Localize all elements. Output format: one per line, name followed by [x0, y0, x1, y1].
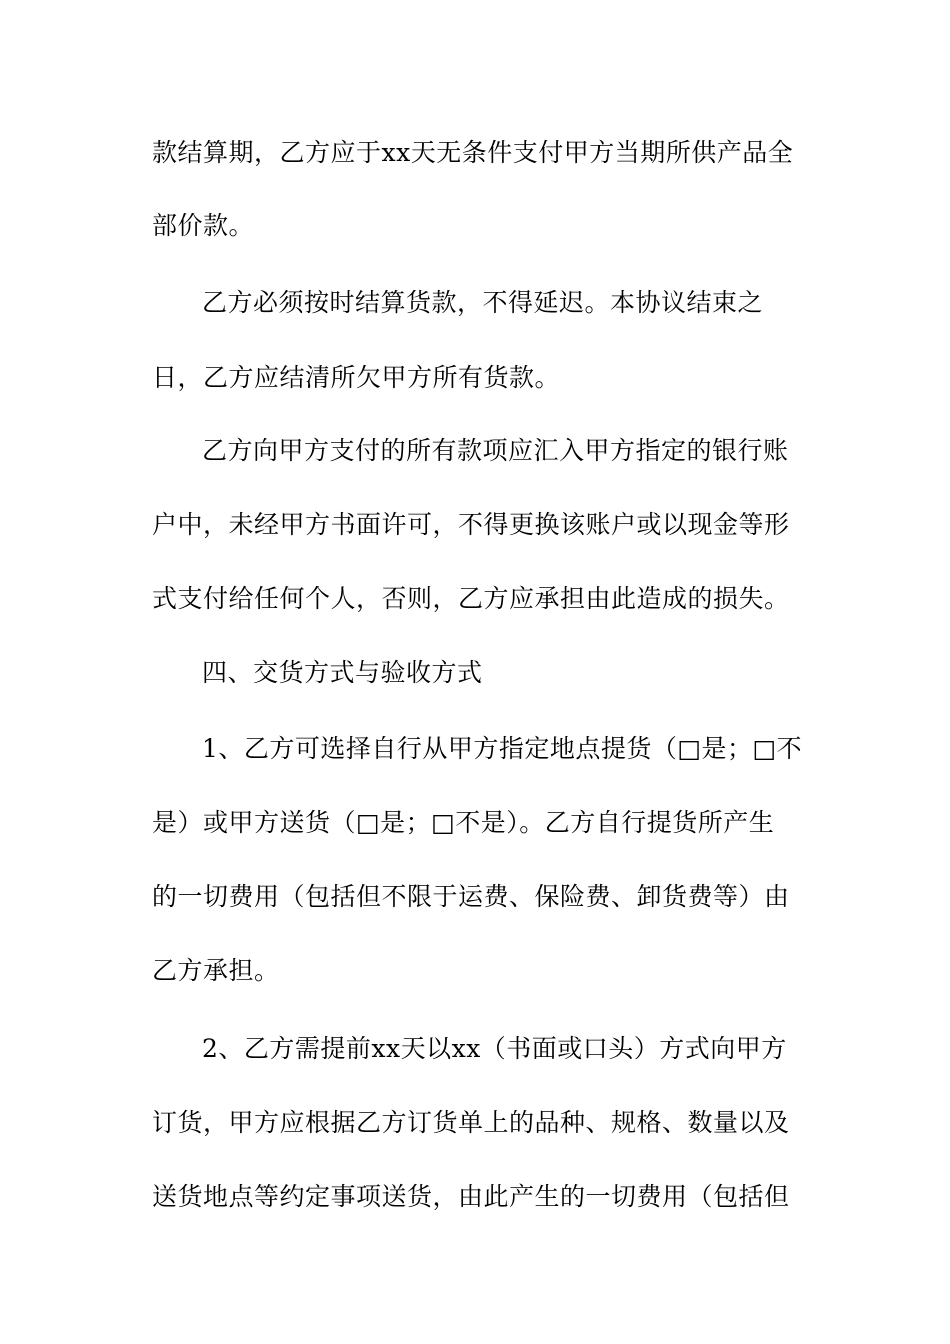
paragraph-start-line: 1、乙方可选择自行从甲方指定地点提货（□是；□不 — [202, 734, 803, 763]
text-line: 式支付给任何个人，否则，乙方应承担由此造成的损失。 — [152, 584, 790, 613]
text-line: 部价款。 — [152, 211, 255, 240]
paragraph-start-line: 乙方必须按时结算货款，不得延迟。本协议结束之 — [202, 288, 764, 317]
text-line: 款结算期，乙方应于xx天无条件支付甲方当期所供产品全 — [152, 138, 794, 167]
text-line: 乙方承担。 — [152, 956, 280, 985]
section-heading: 四、交货方式与验收方式 — [202, 658, 483, 687]
paragraph-start-line: 2、乙方需提前xx天以xx（书面或口头）方式向甲方 — [202, 1034, 787, 1063]
text-line: 户中，未经甲方书面许可，不得更换该账户或以现金等形 — [152, 510, 790, 539]
text-line: 是）或甲方送货（□是；□不是）。乙方自行提货所产生 — [152, 808, 775, 837]
text-line: 的一切费用（包括但不限于运费、保险费、卸货费等）由 — [152, 882, 790, 911]
text-line: 送货地点等约定事项送货，由此产生的一切费用（包括但 — [152, 1182, 790, 1211]
text-line: 日，乙方应结清所欠甲方所有货款。 — [152, 363, 561, 392]
paragraph-start-line: 乙方向甲方支付的所有款项应汇入甲方指定的银行账 — [202, 436, 789, 465]
text-line: 订货，甲方应根据乙方订货单上的品种、规格、数量以及 — [152, 1108, 790, 1137]
